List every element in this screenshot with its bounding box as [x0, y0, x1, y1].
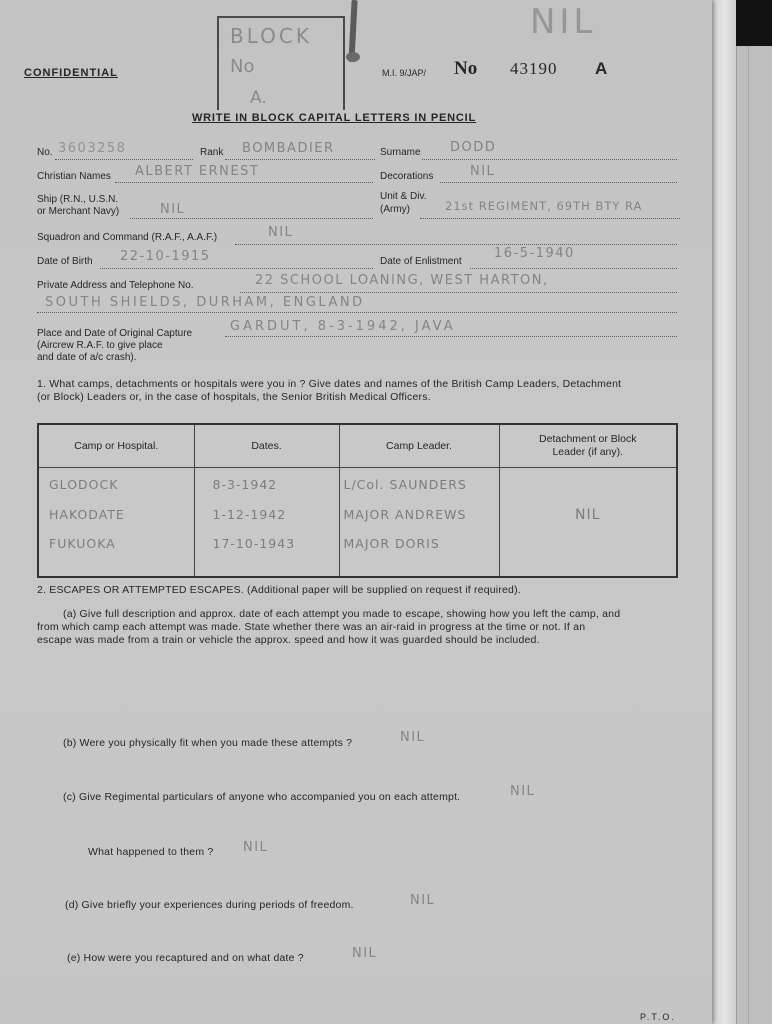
- answer-c: NIL: [510, 784, 536, 799]
- address-label: Private Address and Telephone No.: [37, 280, 194, 291]
- question-c: (c) Give Regimental particulars of anyone who accompanied you on each attempt.: [63, 791, 461, 803]
- camps-table-header: [39, 425, 676, 468]
- unit-label-line-1: Unit & Div.: [380, 191, 427, 202]
- number-label: No: [454, 58, 478, 79]
- dotted-line: [470, 268, 677, 269]
- table-row: [39, 468, 676, 501]
- surname-value: DODD: [450, 140, 497, 155]
- christian-names-value: ALBERT ERNEST: [135, 164, 260, 179]
- question-d: (d) Give briefly your experiences during periods of freedom.: [65, 899, 354, 911]
- detachment-cell: [499, 468, 676, 501]
- empty-cell: [339, 559, 499, 577]
- leader-cell: L/Col. SAUNDERS: [339, 468, 499, 501]
- section-1-question-line-1: 1. What camps, detachments or hospitals were you in ? Give dates and names of the British Camp Leaders, Detachment: [37, 378, 622, 390]
- decorations-value: NIL: [470, 164, 496, 179]
- detachment-cell: [499, 529, 676, 559]
- classification-label: CONFIDENTIAL: [24, 67, 118, 79]
- dotted-line: [37, 312, 677, 313]
- service-no-value: 3603258: [58, 141, 127, 156]
- dates-cell: 17-10-1943: [194, 529, 339, 559]
- reference-prefix: M.I. 9/JAP/: [382, 68, 427, 78]
- dotted-line: [55, 159, 193, 160]
- form-number-suffix: A: [595, 59, 608, 78]
- table-spacer-row: [39, 559, 676, 577]
- form-number: 43190: [510, 59, 558, 78]
- question-e: (e) How were you recaptured and on what date ?: [67, 952, 304, 964]
- unit-label-line-2: (Army): [380, 204, 410, 215]
- date-of-birth-label: Date of Birth: [37, 256, 93, 267]
- header-camp-or-hospital: Camp or Hospital.: [39, 425, 194, 468]
- header-camp-leader: Camp Leader.: [339, 425, 499, 468]
- question-b: (b) Were you physically fit when you made these attempts ?: [63, 737, 353, 749]
- dotted-line: [440, 182, 677, 183]
- address-value-line-1: 22 SCHOOL LOANING, WEST HARTON,: [255, 273, 549, 288]
- ship-value: NIL: [160, 202, 186, 217]
- table-row: [39, 529, 676, 559]
- camp-cell: GLODOCK: [39, 468, 194, 501]
- camps-table: [37, 423, 678, 578]
- section-1-question-line-2: (or Block) Leaders or, in the case of hospitals, the Senior British Medical Officers.: [37, 391, 431, 403]
- dotted-line: [225, 159, 375, 160]
- dotted-line: [225, 336, 677, 337]
- please-turn-over: P.T.O.: [640, 1012, 676, 1022]
- capture-label-line-2: (Aircrew R.A.F. to give place: [37, 340, 163, 351]
- dotted-line: [235, 244, 677, 245]
- service-no-label: No.: [37, 147, 53, 158]
- dotted-line: [420, 218, 680, 219]
- date-of-enlistment-label: Date of Enlistment: [380, 256, 462, 267]
- back-page-edge: [736, 0, 772, 1024]
- answer-c-followup: NIL: [243, 840, 269, 855]
- squadron-label: Squadron and Command (R.A.F., A.A.F.): [37, 232, 218, 243]
- dotted-line: [422, 159, 677, 160]
- empty-cell: [499, 559, 676, 577]
- surname-label: Surname: [380, 147, 421, 158]
- detachment-cell: NIL: [575, 506, 601, 523]
- dark-corner-shadow: [736, 0, 772, 46]
- dotted-line: [130, 218, 373, 219]
- squadron-value: NIL: [268, 225, 294, 240]
- answer-e: NIL: [352, 946, 378, 961]
- question-c-followup: What happened to them ?: [88, 846, 214, 858]
- dotted-line: [240, 292, 677, 293]
- stamp-line-1: BLOCK: [230, 24, 312, 48]
- rank-label: Rank: [200, 147, 224, 158]
- instruction-heading: WRITE IN BLOCK CAPITAL LETTERS IN PENCIL: [192, 112, 476, 124]
- corner-note: NIL: [530, 2, 597, 42]
- header-detachment-leader: [499, 425, 676, 468]
- empty-cell: [194, 559, 339, 577]
- camps-table-grid: [39, 425, 676, 576]
- camps-table-body: [39, 468, 676, 577]
- decorations-label: Decorations: [380, 171, 434, 182]
- page-edge-line: [748, 46, 749, 1024]
- unit-value: 21st REGIMENT, 69TH BTY RA: [445, 199, 643, 213]
- dotted-line: [100, 268, 373, 269]
- dotted-line: [115, 182, 373, 183]
- table-row: [39, 501, 676, 529]
- tag-knot: [346, 52, 360, 62]
- underlying-page-edge: [712, 0, 736, 1024]
- capture-value: GARDUT, 8-3-1942, JAVA: [230, 319, 456, 334]
- dates-cell: 8-3-1942: [194, 468, 339, 501]
- leader-cell: MAJOR ANDREWS: [339, 501, 499, 529]
- capture-label-line-1: Place and Date of Original Capture: [37, 328, 193, 339]
- stamp-line-3: A.: [250, 88, 267, 108]
- date-of-birth-value: 22-10-1915: [120, 249, 211, 264]
- rank-value: BOMBADIER: [242, 141, 335, 156]
- table-header-row: [39, 425, 676, 468]
- question-a-line-2: from which camp each attempt was made. State whether there was an air-raid in progress at the time or not. If an: [37, 621, 586, 633]
- camp-cell: FUKUOKA: [39, 529, 194, 559]
- date-of-enlistment-value: 16-5-1940: [494, 246, 575, 261]
- question-a-line-3: escape was made from a train or vehicle the approx. speed and how it was guarded should be included.: [37, 634, 540, 646]
- section-2-heading: 2. ESCAPES OR ATTEMPTED ESCAPES. (Additional paper will be supplied on request if required).: [37, 584, 521, 596]
- answer-b: NIL: [400, 730, 426, 745]
- header-detachment-line-2: Leader (if any).: [552, 446, 624, 458]
- answer-d: NIL: [410, 893, 436, 908]
- question-a-line-1: (a) Give full description and approx. date of each attempt you made to escape, showing how you left the camp, and: [63, 608, 621, 620]
- dates-cell: 1-12-1942: [194, 501, 339, 529]
- block-stamp: [217, 16, 345, 110]
- ship-label-line-2: or Merchant Navy): [37, 206, 120, 217]
- address-value-line-2: SOUTH SHIELDS, DURHAM, ENGLAND: [45, 295, 365, 310]
- empty-cell: [39, 559, 194, 577]
- header-detachment-line-1: Detachment or Block: [539, 433, 637, 445]
- capture-label-line-3: and date of a/c crash).: [37, 352, 137, 363]
- ship-label-line-1: Ship (R.N., U.S.N.: [37, 194, 119, 205]
- leader-cell: MAJOR DORIS: [339, 529, 499, 559]
- camp-cell: HAKODATE: [39, 501, 194, 529]
- christian-names-label: Christian Names: [37, 171, 111, 182]
- header-dates: Dates.: [194, 425, 339, 468]
- stamp-line-2: No: [230, 56, 255, 77]
